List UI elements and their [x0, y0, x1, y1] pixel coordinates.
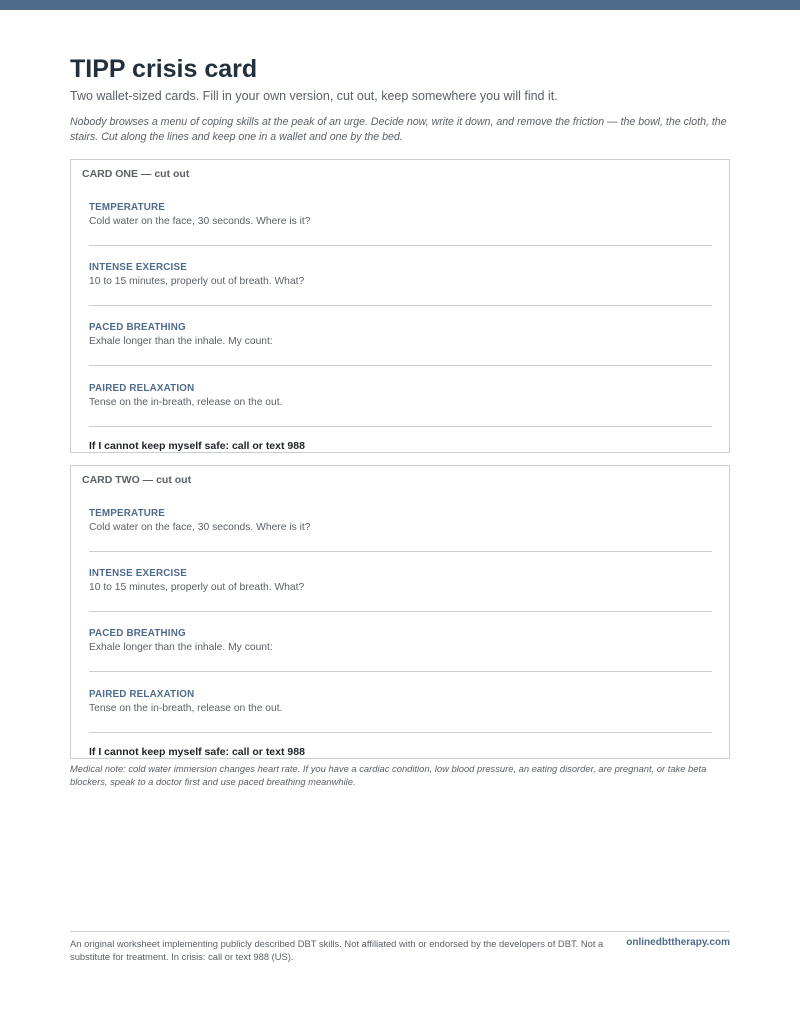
top-accent-bar [0, 0, 800, 10]
safety-line: If I cannot keep myself safe: call or text 988 [89, 440, 305, 452]
skill-prompt: Tense on the in-breath, release on the out. [89, 397, 283, 408]
page-subtitle: Two wallet-sized cards. Fill in your own version, cut out, keep somewhere you will find it. [70, 89, 558, 103]
skill-temperature[interactable] [89, 508, 712, 552]
footer-disclaimer: An original worksheet implementing publicly described DBT skills. Not affiliated with or endorsed by the developers of DBT. Not a substitute for treatment. In crisis: call or text 988 (US). [70, 938, 604, 962]
skill-prompt: Cold water on the face, 30 seconds. Where is it? [89, 216, 311, 227]
skill-intense-exercise[interactable] [89, 568, 712, 612]
skill-prompt: Cold water on the face, 30 seconds. Where is it? [89, 522, 311, 533]
crisis-card-one [70, 159, 730, 453]
skill-prompt: 10 to 15 minutes, properly out of breath. What? [89, 276, 305, 287]
skill-paired-relaxation[interactable] [89, 689, 712, 733]
skill-name: TEMPERATURE [89, 508, 166, 519]
medical-note: Medical note: cold water immersion changes heart rate. If you have a cardiac condition, low blood pressure, an eating disorder, are pregnant, or take beta blockers, speak to a doctor first and use paced breathing meanwhile. [70, 763, 707, 787]
skill-name: PAIRED RELAXATION [89, 689, 195, 700]
skill-name: PACED BREATHING [89, 322, 186, 333]
intro-paragraph: Nobody browses a menu of coping skills at the peak of an urge. Decide now, write it down, and remove the friction — the bowl, the cloth, the stairs. Cut along the lines and keep one in a wallet and one by the bed. [70, 116, 727, 143]
skill-name: INTENSE EXERCISE [89, 262, 187, 273]
skill-prompt: Exhale longer than the inhale. My count: [89, 642, 273, 653]
skill-paced-breathing[interactable] [89, 628, 712, 672]
crisis-card-two [70, 465, 730, 759]
skill-prompt: Tense on the in-breath, release on the out. [89, 703, 283, 714]
skill-name: PACED BREATHING [89, 628, 186, 639]
skill-name: TEMPERATURE [89, 202, 166, 213]
skill-paired-relaxation[interactable] [89, 383, 712, 427]
skill-prompt: 10 to 15 minutes, properly out of breath. What? [89, 582, 305, 593]
skill-name: PAIRED RELAXATION [89, 383, 195, 394]
card-label: CARD ONE — cut out [82, 168, 190, 180]
skill-name: INTENSE EXERCISE [89, 568, 187, 579]
website-link[interactable]: onlinedbttherapy.com [626, 937, 730, 948]
skill-paced-breathing[interactable] [89, 322, 712, 366]
safety-line: If I cannot keep myself safe: call or text 988 [89, 746, 305, 758]
skill-prompt: Exhale longer than the inhale. My count: [89, 336, 273, 347]
card-label: CARD TWO — cut out [82, 474, 192, 486]
page-title: TIPP crisis card [70, 55, 258, 83]
footer-divider [70, 931, 730, 932]
skill-intense-exercise[interactable] [89, 262, 712, 306]
skill-temperature[interactable] [89, 202, 712, 246]
